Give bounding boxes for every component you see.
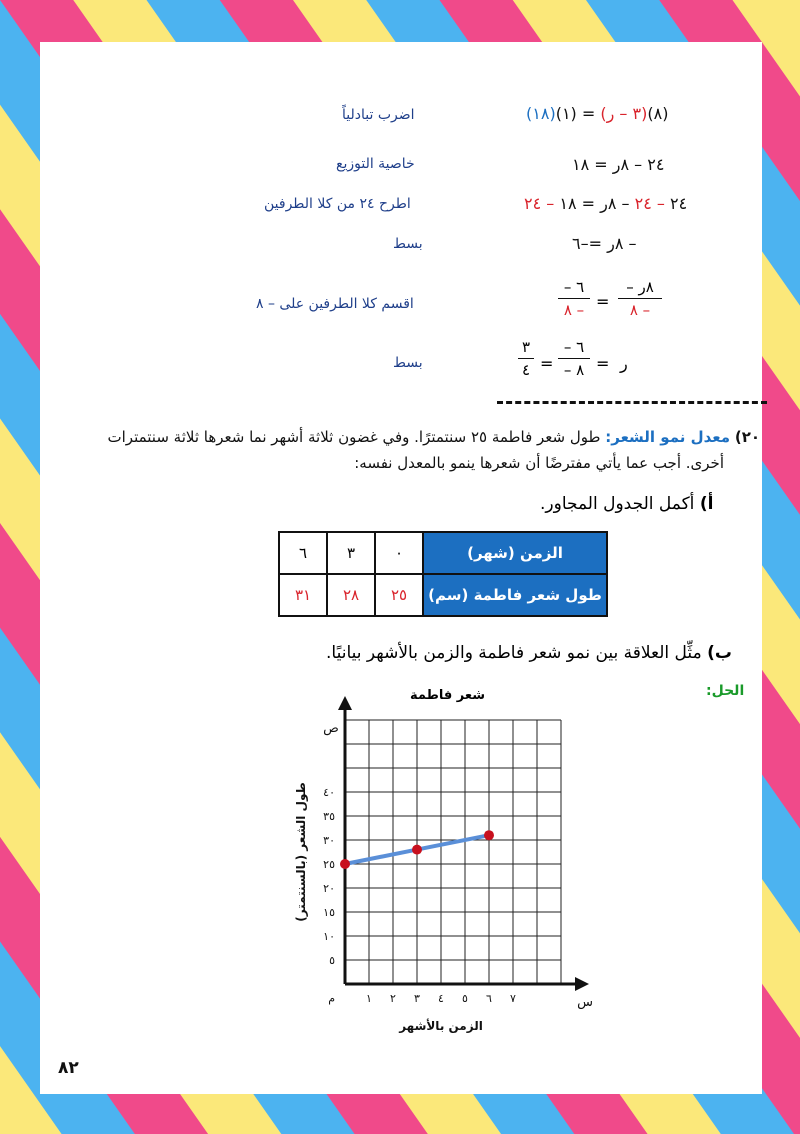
problem-text-1: طول شعر فاطمة ٢٥ سنتمترًا. وفي غضون ثلاثة أشهر نما شعرها ثلاثة سنتمترات xyxy=(107,428,601,446)
x-tick-label: ٣ xyxy=(414,992,420,1005)
step-6-reason: بسط xyxy=(393,355,423,371)
y-tick-label: ٤٠ xyxy=(323,786,335,799)
x-axis-name: س xyxy=(577,995,593,1010)
table-row-header: طول شعر فاطمة (سم) xyxy=(423,574,607,616)
part-a-letter: أ) xyxy=(699,494,714,514)
problem-title: معدل نمو الشعر: xyxy=(605,428,731,446)
step-5-equals: = xyxy=(596,292,610,311)
problem-number: ٢٠) xyxy=(734,428,760,446)
step-6-equals-2: = xyxy=(540,354,554,373)
x-tick-label: ٥ xyxy=(462,992,468,1005)
table-cell: ٢٨ xyxy=(327,574,375,616)
step-3-reason: اطرح ٢٤ من كلا الطرفين xyxy=(264,196,411,212)
y-tick-label: ٢٥ xyxy=(323,858,335,871)
x-tick-label: ٢ xyxy=(390,992,396,1005)
origin-label: م xyxy=(328,992,335,1005)
step-3-equation: ٢٤ – ٢٤ – ٨ر = ١٨ – ٢٤ xyxy=(524,194,688,213)
step-6-equals-1: = xyxy=(596,354,610,373)
y-axis-label: طول الشعر (بالسنتمتر) xyxy=(294,782,308,922)
problem-text-2: أخرى. أجب عما يأتي مفترضًا أن شعرها ينمو بالمعدل نفسه: xyxy=(354,454,724,472)
table-cell: ٣ xyxy=(327,532,375,574)
step-4-reason: بسط xyxy=(393,236,423,252)
y-tick-label: ٥ xyxy=(329,954,335,967)
y-tick-label: ١٥ xyxy=(323,906,335,919)
part-b-text: مثِّل العلاقة بين نمو شعر فاطمة والزمن بالأشهر بيانيًا. xyxy=(326,643,702,663)
table-cell: ٦ xyxy=(279,532,327,574)
step-1-reason: اضرب تبادلياً xyxy=(342,107,415,123)
table-row xyxy=(279,574,607,616)
y-axis-name: ص xyxy=(323,721,339,736)
data-table xyxy=(278,531,608,617)
step-4-equation: – ٨ر =–٦ xyxy=(572,234,637,253)
step-5-left-fraction: – ٨ر ٨ – xyxy=(618,278,662,319)
problem-statement xyxy=(60,424,760,476)
x-tick-label: ١ xyxy=(366,992,372,1005)
step-6-fraction-2: ٣ ٤ xyxy=(518,338,534,379)
part-a-text: أكمل الجدول المجاور. xyxy=(540,494,695,514)
table-cell: ٢٥ xyxy=(375,574,423,616)
step-2-equation: ٢٤ – ٨ر = ١٨ xyxy=(572,155,665,174)
part-a xyxy=(540,494,713,514)
table-cell: ٠ xyxy=(375,532,423,574)
y-tick-label: ٣٠ xyxy=(323,834,335,847)
chart-title: شعر فاطمة xyxy=(410,688,485,703)
hair-growth-chart xyxy=(285,702,593,1042)
step-1-equation: (٨)(٣ – ر) = (١)(١٨) xyxy=(526,104,669,123)
data-point xyxy=(484,830,494,840)
y-tick-label: ١٠ xyxy=(323,930,335,943)
step-6-fraction-1: – ٦ – ٨ xyxy=(558,338,590,379)
problem-line-1 xyxy=(60,424,760,450)
table-row xyxy=(279,532,607,574)
dashed-divider xyxy=(497,401,767,404)
y-tick-label: ٣٥ xyxy=(323,810,335,823)
part-b-letter: ب) xyxy=(707,643,732,663)
data-point xyxy=(340,859,350,869)
solution-label: الحل: xyxy=(706,683,745,699)
x-tick-label: ٧ xyxy=(510,992,516,1005)
table-cell: ٣١ xyxy=(279,574,327,616)
y-tick-label: ٢٠ xyxy=(323,882,335,895)
step-2-reason: خاصية التوزيع xyxy=(336,156,415,172)
part-b xyxy=(326,643,732,663)
page-number: ٨٢ xyxy=(58,1058,79,1078)
step-5-reason: اقسم كلا الطرفين على – ٨ xyxy=(256,296,414,312)
step-6-lhs: ر xyxy=(620,354,628,373)
x-tick-label: ٤ xyxy=(438,992,444,1005)
x-tick-label: ٦ xyxy=(486,992,492,1005)
data-point xyxy=(412,845,422,855)
x-axis-label: الزمن بالأشهر xyxy=(399,1019,483,1033)
table-row-header: الزمن (شهر) xyxy=(423,532,607,574)
step-5-right-fraction: – ٦ ٨ – xyxy=(558,278,590,319)
